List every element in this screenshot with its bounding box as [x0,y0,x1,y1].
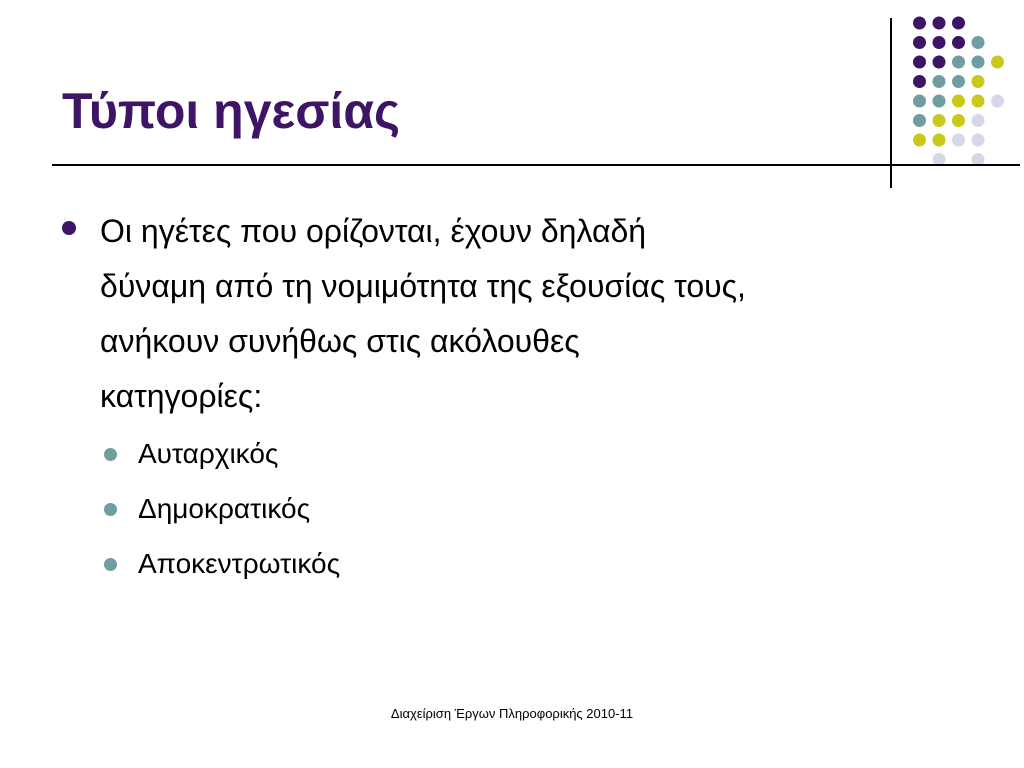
decorative-dot [933,75,946,88]
sub-bullet-item [62,481,982,536]
vertical-divider [890,18,892,188]
main-bullet-text [100,204,982,424]
decorative-dot [972,56,985,69]
sub-bullet-text: Αυταρχικός [138,438,279,469]
sub-bullet-dot-icon [104,448,117,461]
title-underline [52,164,1020,166]
decorative-dot [913,75,926,88]
decorative-dot [933,56,946,69]
slide-title: Τύποι ηγεσίας [62,83,401,139]
decorative-dot [972,95,985,108]
decorative-dot [952,56,965,69]
bullet-dot-icon [62,221,76,235]
main-bullet-line: ανήκουν συνήθως στις ακόλουθες [100,323,580,359]
decorative-dot [952,36,965,49]
decorative-dot [952,114,965,127]
decorative-dot [933,36,946,49]
decorative-dot [991,56,1004,69]
decorative-dot [913,36,926,49]
decorative-dot [913,95,926,108]
decorative-dot [933,114,946,127]
decorative-dot [913,114,926,127]
main-bullet-line: κατηγορίες: [100,378,263,414]
sub-bullet-text: Δημοκρατικός [138,493,311,524]
decorative-dot [913,134,926,147]
main-bullet [62,204,982,424]
decorative-dot [952,134,965,147]
decorative-dot [972,36,985,49]
decorative-dot [972,114,985,127]
sub-bullet-item [62,536,982,591]
decorative-dot [913,56,926,69]
decorative-dot [972,75,985,88]
decorative-dot [952,75,965,88]
sub-bullet-list [62,426,982,591]
sub-bullet-dot-icon [104,503,117,516]
decorative-dot [972,134,985,147]
main-bullet-line: δύναμη από τη νομιμότητα της εξουσίας τους, [100,268,746,304]
decorative-dot [933,134,946,147]
decorative-dot [933,17,946,30]
decorative-dot [933,95,946,108]
slide-footer: Διαχείριση Έργων Πληροφορικής 2010-11 [390,706,634,721]
slide-body [62,204,982,591]
decorative-dot [991,95,1004,108]
decorative-dot [913,17,926,30]
sub-bullet-dot-icon [104,558,117,571]
decorative-dot [952,17,965,30]
decorative-dot [952,95,965,108]
sub-bullet-item [62,426,982,481]
sub-bullet-text: Αποκεντρωτικός [138,548,341,579]
main-bullet-line: Οι ηγέτες που ορίζονται, έχουν δηλαδή [100,213,647,249]
